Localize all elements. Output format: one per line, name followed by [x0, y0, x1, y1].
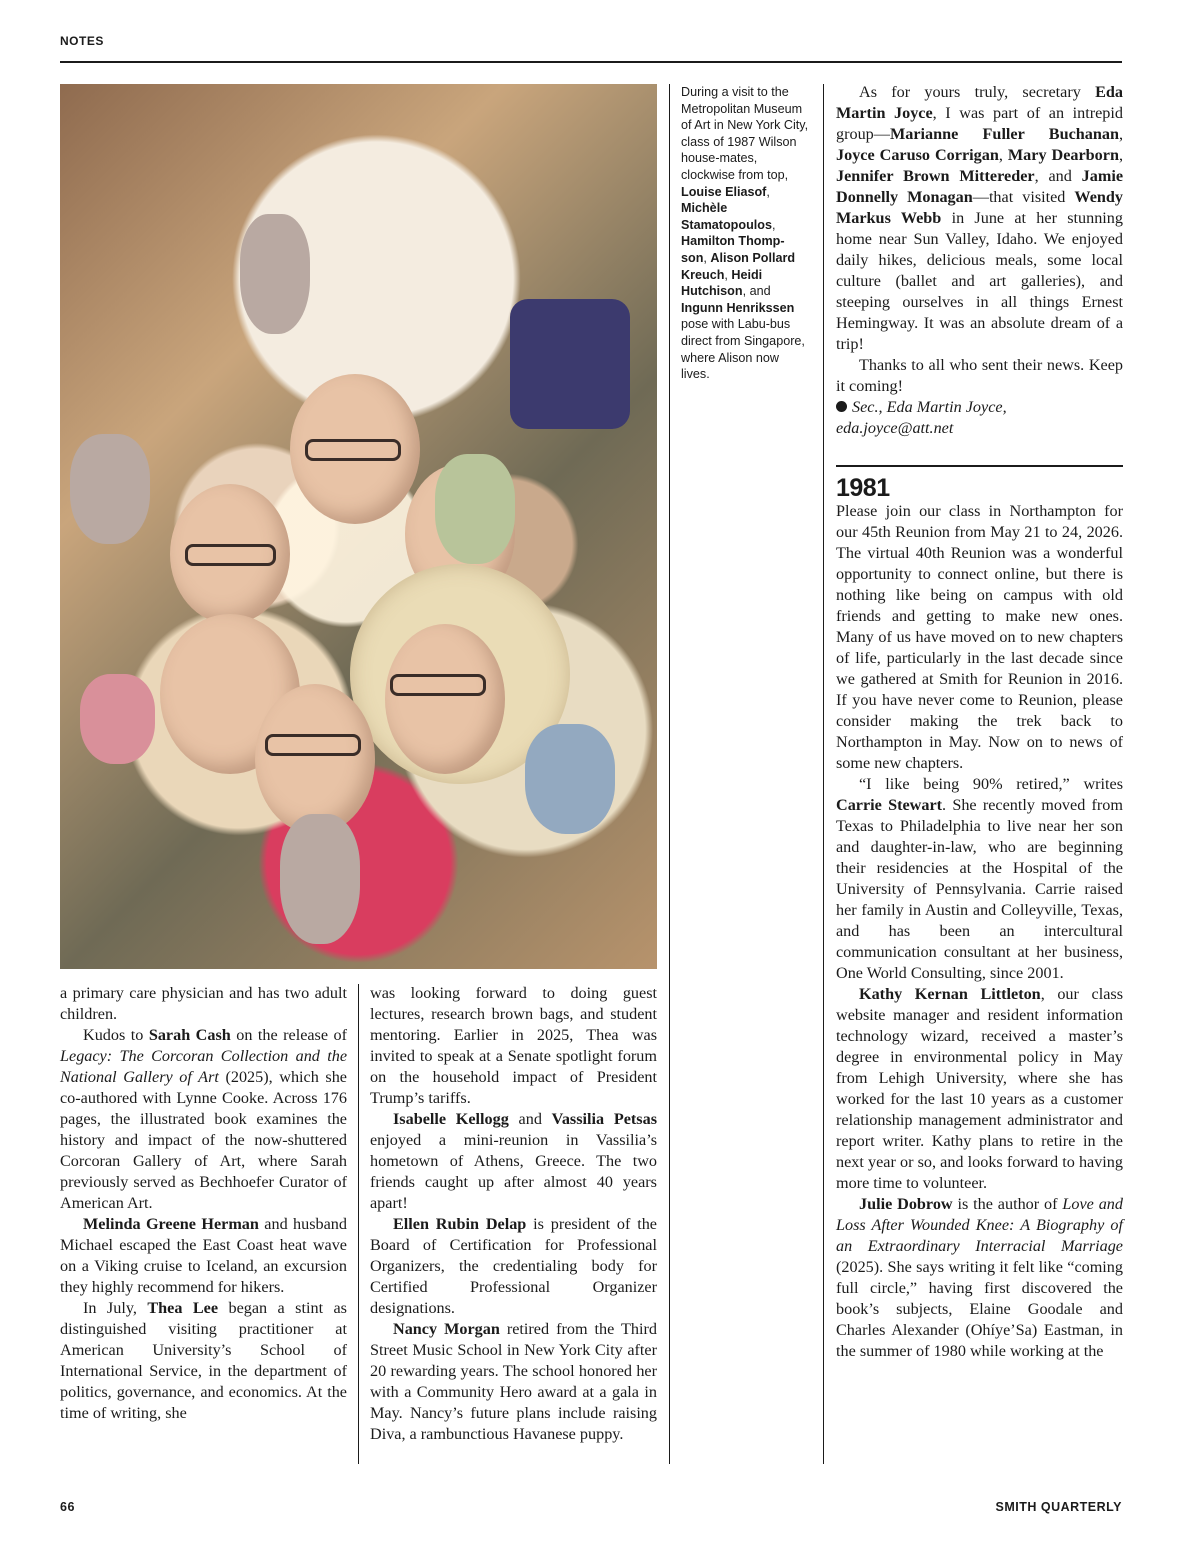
photo-glasses: [265, 734, 361, 756]
person-name: Jamie Donnelly Monagan: [836, 167, 1124, 206]
paragraph: [60, 1214, 347, 1298]
paragraph: was looking forward to doing guest lectures, research brown bags, and student mentoring. Earlier in 2025, Thea was invited to speak at a Senate spotlight forum on the household impact of President Trump’s tariffs.: [370, 984, 657, 1107]
text-column-3-top: [836, 82, 1123, 439]
person-name: Thea Lee: [147, 1299, 219, 1317]
photo-caption: [681, 84, 809, 383]
person-name: Joyce Caruso Corrigan: [836, 146, 999, 164]
person-name: Marianne Fuller Buchanan: [889, 125, 1119, 143]
photo-doll: [525, 724, 615, 834]
text-run: “I like being 90% retired,” writes: [859, 775, 1123, 793]
group-photo: [60, 84, 657, 969]
text-run: began a stint as distinguished visiting practitioner at American University’s School of International Service, in the department of politics, governance, and economics. At the time of writing, she: [60, 1299, 347, 1422]
section-header: NOTES: [60, 34, 104, 48]
bullet-icon: [836, 401, 847, 412]
caption-sep: ,: [703, 250, 711, 265]
person-name: Vassilia Petsas: [551, 1110, 657, 1128]
column-rule: [669, 84, 670, 1464]
signature-line: Sec., Eda Martin Joyce,: [852, 398, 1007, 416]
paragraph: [836, 1194, 1123, 1362]
paragraph: Please join our class in Northampton for our 45th Reunion from May 21 to 24, 2026. The virtual 40th Reunion was a wonderful opportunity to connect online, but there is nothing like being on campus with old friends and getting to make new ones. Many of us have moved on to new chapters of life, particularly in the last decade since we gathered at Smith for Reunion in 2016. If you have never come to Reunion, please consider making the trek back to Northampton in May. Now on to news of some new chapters.: [836, 502, 1123, 772]
text-run: , I was part of an intrepid group—: [836, 104, 1123, 143]
text-run: and husband Michael escaped the East Coast heat wave on a Viking cruise to Iceland, an excursion they highly recommend for hikers.: [60, 1215, 347, 1296]
photo-doll: [70, 434, 150, 544]
photo-face: [255, 684, 375, 834]
paragraph: [836, 984, 1123, 1194]
photo-bag: [510, 299, 630, 429]
email-address[interactable]: eda.joyce@att.net: [836, 419, 954, 437]
text-run: (2025). She says writing it felt like “coming full circle,” having first discovered the book’s subjects, Elaine Goodale and Charles Alexander (Ohíye’Sa) Eastman, in the summer of 1980 while working at the: [836, 1258, 1123, 1360]
class-year-heading: 1981: [836, 474, 890, 502]
publication-name: SMITH QUARTERLY: [995, 1500, 1122, 1514]
paragraph: [370, 1319, 657, 1445]
page-number: 66: [60, 1500, 75, 1514]
text-column-1: [60, 983, 347, 1424]
text-run: Kudos to: [83, 1026, 149, 1044]
person-name: Julie Dobrow: [859, 1195, 953, 1213]
text-run: is the author of: [952, 1195, 1063, 1213]
caption-sep: ,: [724, 267, 732, 282]
person-name: Carrie Stewart: [836, 796, 943, 814]
caption-text: During a visit to the Metropolitan Museum of Art in New York City, class of 1987 Wilson house-mates, clockwise from top,: [681, 85, 809, 182]
text-run: and: [508, 1110, 552, 1128]
text-run: , and: [1034, 167, 1082, 185]
text-column-3-bottom: [836, 501, 1123, 1362]
paragraph: [836, 774, 1123, 984]
paragraph: a primary care physician and has two adult children.: [60, 984, 347, 1023]
caption-name: Louise Eliasof: [681, 184, 767, 199]
text-run: ,: [1118, 125, 1123, 143]
text-run: ,: [1118, 146, 1124, 164]
person-name: Mary Dearborn: [1007, 146, 1119, 164]
caption-name: Ingunn Henrikssen: [681, 300, 795, 315]
paragraph: [60, 1298, 347, 1424]
photo-face: [385, 624, 505, 774]
text-run: is president of the Board of Certification for Professional Organizers, the credentialing body for Certified Professional Organizer designations.: [370, 1215, 657, 1317]
text-run: , our class website manager and resident information technology wizard, received a master’s degree in environmental policy in May from Lehigh University, where she has worked for the last 10 years as a customer relationship management administrator and report writer. Kathy plans to retire in the next year or so, and looks forward to having more time to volunteer.: [836, 985, 1123, 1192]
text-run: ,: [998, 146, 1008, 164]
photo-glasses: [185, 544, 276, 566]
photo-doll: [80, 674, 155, 764]
caption-sep: , and: [742, 284, 771, 299]
text-run: enjoyed a mini-reunion in Vassilia’s hometown of Athens, Greece. The two friends caught up after almost 40 years apart!: [370, 1131, 657, 1212]
text-run: —that visited: [972, 188, 1075, 206]
text-run: on the release of: [230, 1026, 347, 1044]
book-title: Legacy: The Corcoran Collection and the National Gallery of Art: [60, 1047, 347, 1086]
paragraph: [370, 1109, 657, 1214]
class-section-rule: [836, 465, 1123, 467]
person-name: Sarah Cash: [148, 1026, 231, 1044]
photo-glasses: [305, 439, 401, 461]
person-name: Isabelle Kellogg: [393, 1110, 509, 1128]
caption-name: Alison Pollard Kreuch: [681, 250, 796, 282]
book-title: Love and Loss After Wounded Knee: A Biography of an Extraordinary Interracial Marriage: [836, 1195, 1123, 1255]
text-column-2: [370, 983, 657, 1445]
caption-name: Heidi Hutchison: [681, 267, 763, 299]
photo-doll: [240, 214, 310, 334]
photo-doll: [435, 454, 515, 564]
column-rule: [823, 84, 824, 1464]
header-rule: [60, 61, 1122, 63]
person-name: Wendy Markus Webb: [836, 188, 1123, 227]
text-run: in June at her stunning home near Sun Valley, Idaho. We enjoyed daily hikes, delicious meals, some local culture (ballet and art galleries), and steeping ourselves in all things Ernest Hemingway. It was an absolute dream of a trip!: [836, 209, 1123, 353]
secretary-signature: [836, 397, 1123, 439]
person-name: Kathy Kernan Littleton: [859, 985, 1041, 1003]
column-rule: [358, 984, 359, 1464]
paragraph: [370, 1214, 657, 1319]
person-name: Eda Martin Joyce: [836, 83, 1123, 122]
text-run: As for yours truly, secretary: [859, 83, 1096, 101]
photo-doll: [280, 814, 360, 944]
caption-sep: ,: [771, 217, 776, 232]
text-run: . She recently moved from Texas to Philadelphia to live near her son and daughter-in-law, who are beginning their residencies at the Hospital of the University of Pennsylvania. Carrie raised her family in Austin and Colleyville, Texas, and has been an intercultural communication consultant at her business, One World Consulting, since 2001.: [836, 796, 1123, 982]
text-run: (2025), which she co-authored with Lynne Cooke. Across 176 pages, the illustrated book examines the history and impact of the now-shuttered Corcoran Gallery of Art, where Sarah previously served as Bechhoefer Curator of American Art.: [60, 1068, 347, 1212]
person-name: Melinda Greene Herman: [83, 1215, 259, 1233]
caption-name: Michèle Stamatopoulos: [681, 201, 772, 232]
photo-glasses: [390, 674, 486, 696]
person-name: Ellen Rubin Delap: [393, 1215, 527, 1233]
caption-sep: ,: [766, 184, 770, 199]
person-name: Jennifer Brown Mittereder: [836, 167, 1035, 185]
person-name: Nancy Morgan: [393, 1320, 500, 1338]
text-run: retired from the Third Street Music School in New York City after 20 rewarding years. The school honored her with a Community Hero award at a gala in May. Nancy’s future plans include raising Diva, a rambunctious Havanese puppy.: [370, 1320, 658, 1443]
paragraph: [836, 82, 1123, 355]
paragraph: [60, 1025, 347, 1214]
caption-text: pose with Labu-bus direct from Singapore, where Alison now lives.: [681, 317, 805, 382]
paragraph: Thanks to all who sent their news. Keep it coming!: [836, 356, 1123, 395]
caption-name: Hamilton Thomp-son: [681, 234, 785, 265]
text-run: In July,: [83, 1299, 148, 1317]
